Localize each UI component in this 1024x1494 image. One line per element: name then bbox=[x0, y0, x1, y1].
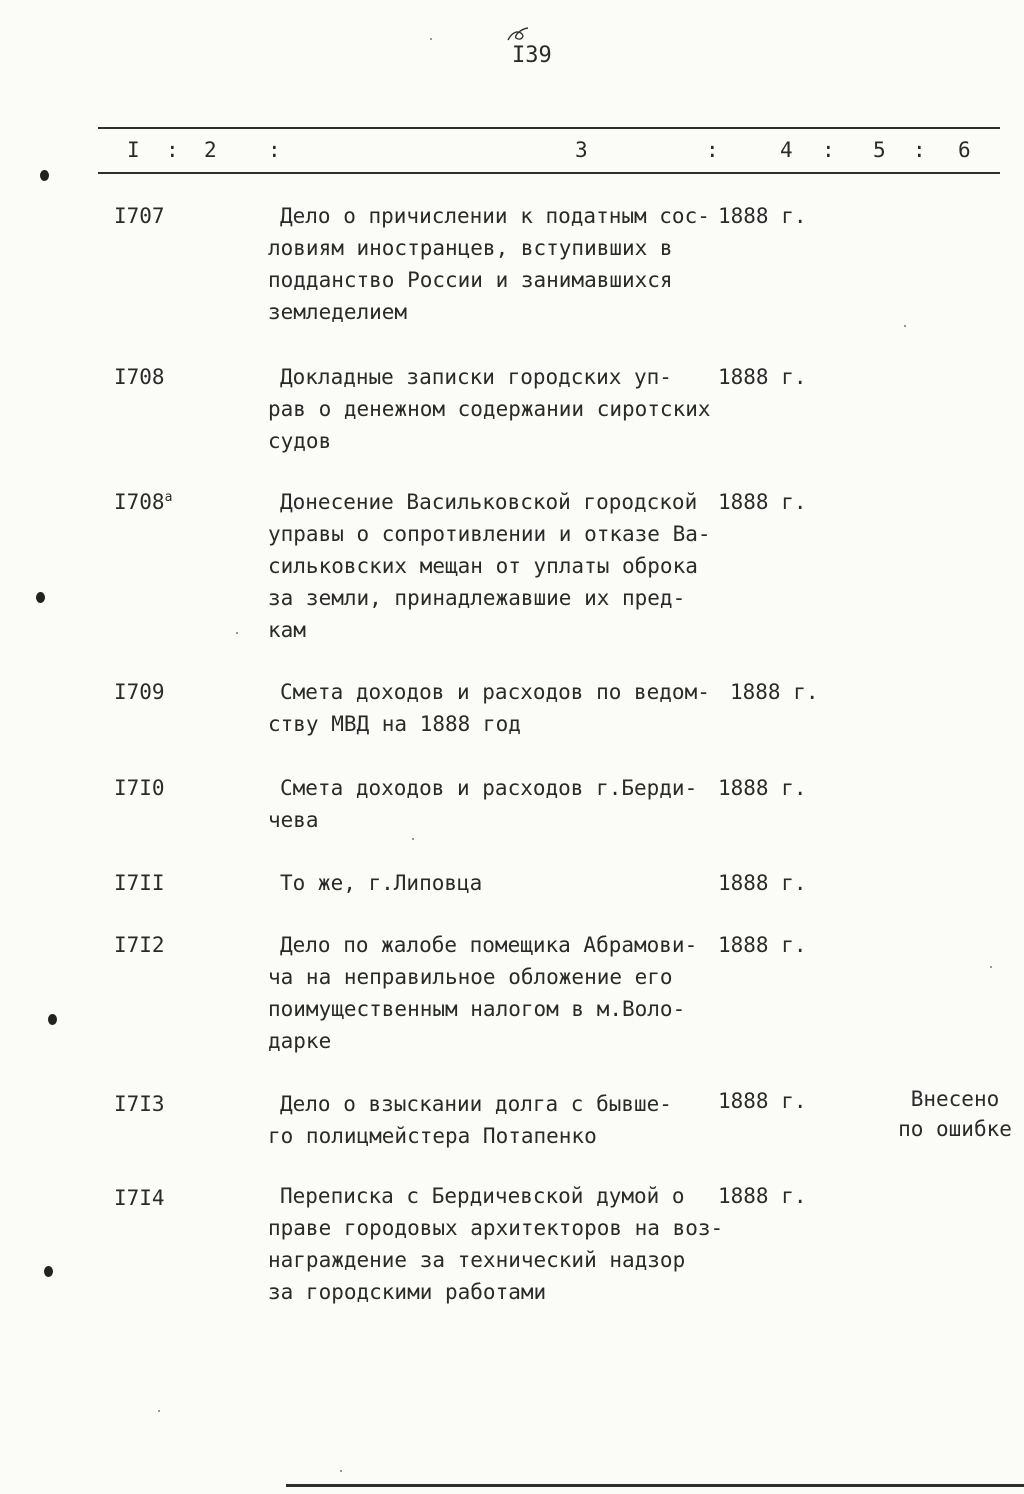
row-date: 1888 г. bbox=[718, 365, 807, 389]
description-line: ловиям иностранцев, вступивших в bbox=[268, 236, 673, 260]
description-line: земледелием bbox=[268, 300, 408, 324]
description-line: награждение за технический надзор bbox=[268, 1248, 686, 1272]
description-line: судов bbox=[268, 429, 332, 453]
header-bottom-rule bbox=[98, 172, 1000, 174]
description-line: за городскими работами bbox=[268, 1280, 547, 1304]
row-number: $I708^а$ bbox=[114, 490, 173, 514]
note-line: по ошибке bbox=[898, 1117, 1012, 1141]
description-line: То же, г.Липовца bbox=[280, 871, 483, 895]
description-line: Докладные записки городских уп- bbox=[280, 365, 672, 389]
scan-speck bbox=[340, 1470, 342, 1472]
description-line: дарке bbox=[268, 1029, 332, 1053]
header-sep: : bbox=[913, 138, 926, 162]
row-date: 1888 г. bbox=[730, 680, 819, 704]
description-line: чева bbox=[268, 808, 319, 832]
header-col-4: 4 bbox=[780, 138, 793, 162]
description-line: Дело о взыскании долга с бывше- bbox=[280, 1092, 672, 1116]
description-line: Дело о причислении к податным сос- bbox=[280, 204, 710, 228]
row-date: 1888 г. bbox=[718, 1184, 807, 1208]
row-description bbox=[268, 200, 718, 328]
description-line: Переписка с Бердичевской думой о bbox=[280, 1184, 685, 1208]
scan-speck bbox=[904, 325, 906, 327]
description-line: сильковских мещан от уплаты оброка bbox=[268, 554, 698, 578]
scan-speck bbox=[990, 966, 992, 968]
binder-hole-mark bbox=[36, 592, 45, 603]
header-sep: : bbox=[268, 138, 281, 162]
row-number: I709 bbox=[114, 680, 165, 704]
description-line: рав о денежном содержании сиротских bbox=[268, 397, 711, 421]
row-description bbox=[268, 929, 718, 1057]
binder-hole-mark bbox=[44, 1266, 53, 1277]
description-line: го полицмейстера Потапенко bbox=[268, 1124, 597, 1148]
row-note bbox=[890, 1084, 1020, 1144]
description-line: управы о сопротивлении и отказе Ва- bbox=[268, 522, 711, 546]
row-description bbox=[268, 867, 718, 899]
header-col-6: 6 bbox=[958, 138, 971, 162]
description-line: подданство России и занимавшихся bbox=[268, 268, 673, 292]
header-sep: : bbox=[166, 138, 179, 162]
row-number: I7I0 bbox=[114, 776, 165, 800]
row-date: 1888 г. bbox=[718, 490, 807, 514]
description-line: поимущественным налогом в м.Воло- bbox=[268, 997, 686, 1021]
row-number: I7I3 bbox=[114, 1092, 165, 1116]
row-date: 1888 г. bbox=[718, 933, 807, 957]
scan-speck bbox=[430, 38, 432, 40]
description-line: Донесение Васильковской городской bbox=[280, 490, 698, 514]
binder-hole-mark bbox=[40, 170, 49, 181]
bottom-edge-rule bbox=[286, 1484, 1024, 1487]
header-col-3: 3 bbox=[575, 138, 588, 162]
description-line: кам bbox=[268, 618, 306, 642]
header-col-5: 5 bbox=[873, 138, 886, 162]
header-sep: : bbox=[706, 138, 719, 162]
row-description bbox=[268, 1180, 724, 1308]
scan-speck bbox=[412, 838, 414, 840]
scan-speck bbox=[158, 1410, 160, 1412]
page-number: I39 bbox=[512, 43, 552, 68]
row-description bbox=[268, 1088, 718, 1152]
header-sep: : bbox=[822, 138, 835, 162]
row-description bbox=[268, 772, 718, 836]
description-line: Дело по жалобе помещика Абрамови- bbox=[280, 933, 698, 957]
row-description bbox=[268, 361, 718, 457]
description-line: ча на неправильное обложение его bbox=[268, 965, 673, 989]
description-line: Смета доходов и расходов по ведом- bbox=[280, 680, 710, 704]
row-number: I707 bbox=[114, 204, 165, 228]
header-top-rule bbox=[98, 127, 1000, 129]
row-date: 1888 г. bbox=[718, 871, 807, 895]
header-col-1: I bbox=[127, 138, 140, 162]
row-date: 1888 г. bbox=[718, 776, 807, 800]
note-line: Внесено bbox=[910, 1087, 1000, 1111]
binder-hole-mark bbox=[48, 1014, 57, 1025]
header-col-2: 2 bbox=[204, 138, 217, 162]
description-line: праве городовых архитекторов на воз- bbox=[268, 1216, 724, 1240]
scan-speck bbox=[236, 632, 238, 634]
row-description bbox=[268, 486, 718, 646]
row-date: 1888 г. bbox=[718, 204, 807, 228]
row-number: I7II bbox=[114, 871, 165, 895]
description-line: Смета доходов и расходов г.Берди- bbox=[280, 776, 698, 800]
row-number: I7I4 bbox=[114, 1186, 165, 1210]
description-line: ству МВД на 1888 год bbox=[268, 712, 521, 736]
description-line: за земли, принадлежавшие их пред- bbox=[268, 586, 686, 610]
row-date: 1888 г. bbox=[718, 1089, 807, 1113]
row-number: I7I2 bbox=[114, 933, 165, 957]
row-number: I708 bbox=[114, 365, 165, 389]
row-description bbox=[268, 676, 718, 740]
